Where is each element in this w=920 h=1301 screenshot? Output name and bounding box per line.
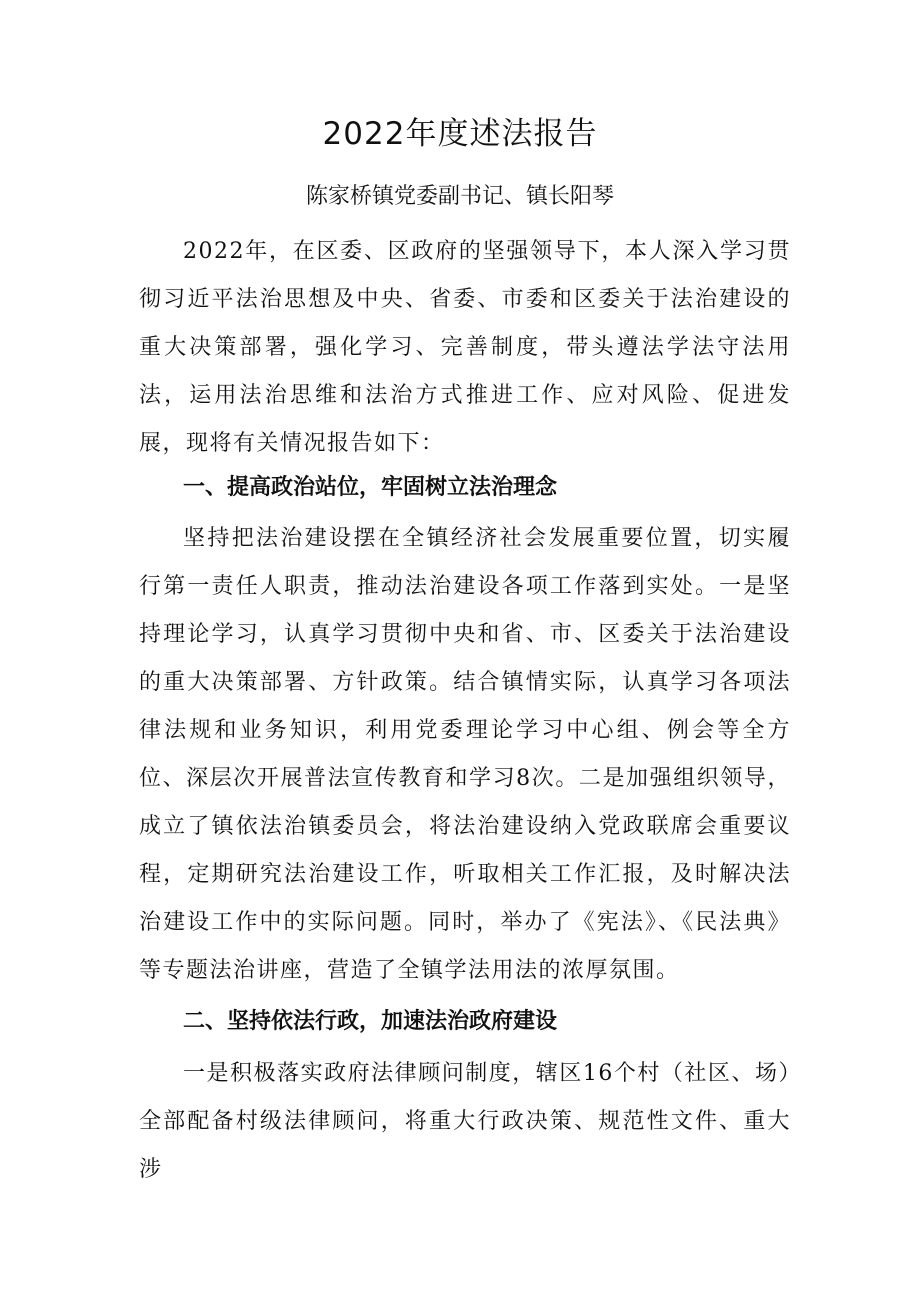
section-heading-2: 二、坚持依法行政，加速法治政府建设	[183, 1009, 558, 1034]
section-paragraph-2: 一是积极落实政府法律顾问制度，辖区16个村（社区、场）全部配备村级法律顾问，将重大行政决策、规范性文件、重大涉	[139, 1061, 791, 1182]
section-paragraph-1: 坚持把法治建设摆在全镇经济社会发展重要位置，切实履行第一责任人职责，推动法治建设各项工作落到实处。一是坚持理论学习，认真学习贯彻中央和省、市、区委关于法治建设的重大决策部署、方针政策。结合镇情实际，认真学习各项法律法规和业务知识，利用党委理论学习中心组、例会等全方位、深层次开展普法宣传教育和学习8次。二是加强组织领导，成立了镇依法治镇委员会，将法治建设纳入党政联席会重要议程，定期研究法治建设工作，听取相关工作汇报，及时解决法治建设工作中的实际问题。同时，举办了《宪法》、《民法典》等专题法治讲座，营造了全镇学法用法的浓厚氛围。	[139, 526, 791, 983]
document-author: 陈家桥镇党委副书记、镇长阳琴	[305, 184, 614, 209]
section-heading-1: 一、提高政治站位，牢固树立法治理念	[183, 475, 558, 500]
document-title: 2022年度述法报告	[322, 116, 598, 152]
intro-paragraph: 2022年，在区委、区政府的坚强领导下，本人深入学习贯彻习近平法治思想及中央、省委、市委和区委关于法治建设的重大决策部署，强化学习、完善制度，带头遵法学法守法用法，运用法治思维和法治方式推进工作、应对风险、促进发展，现将有关情况报告如下：	[139, 239, 791, 456]
